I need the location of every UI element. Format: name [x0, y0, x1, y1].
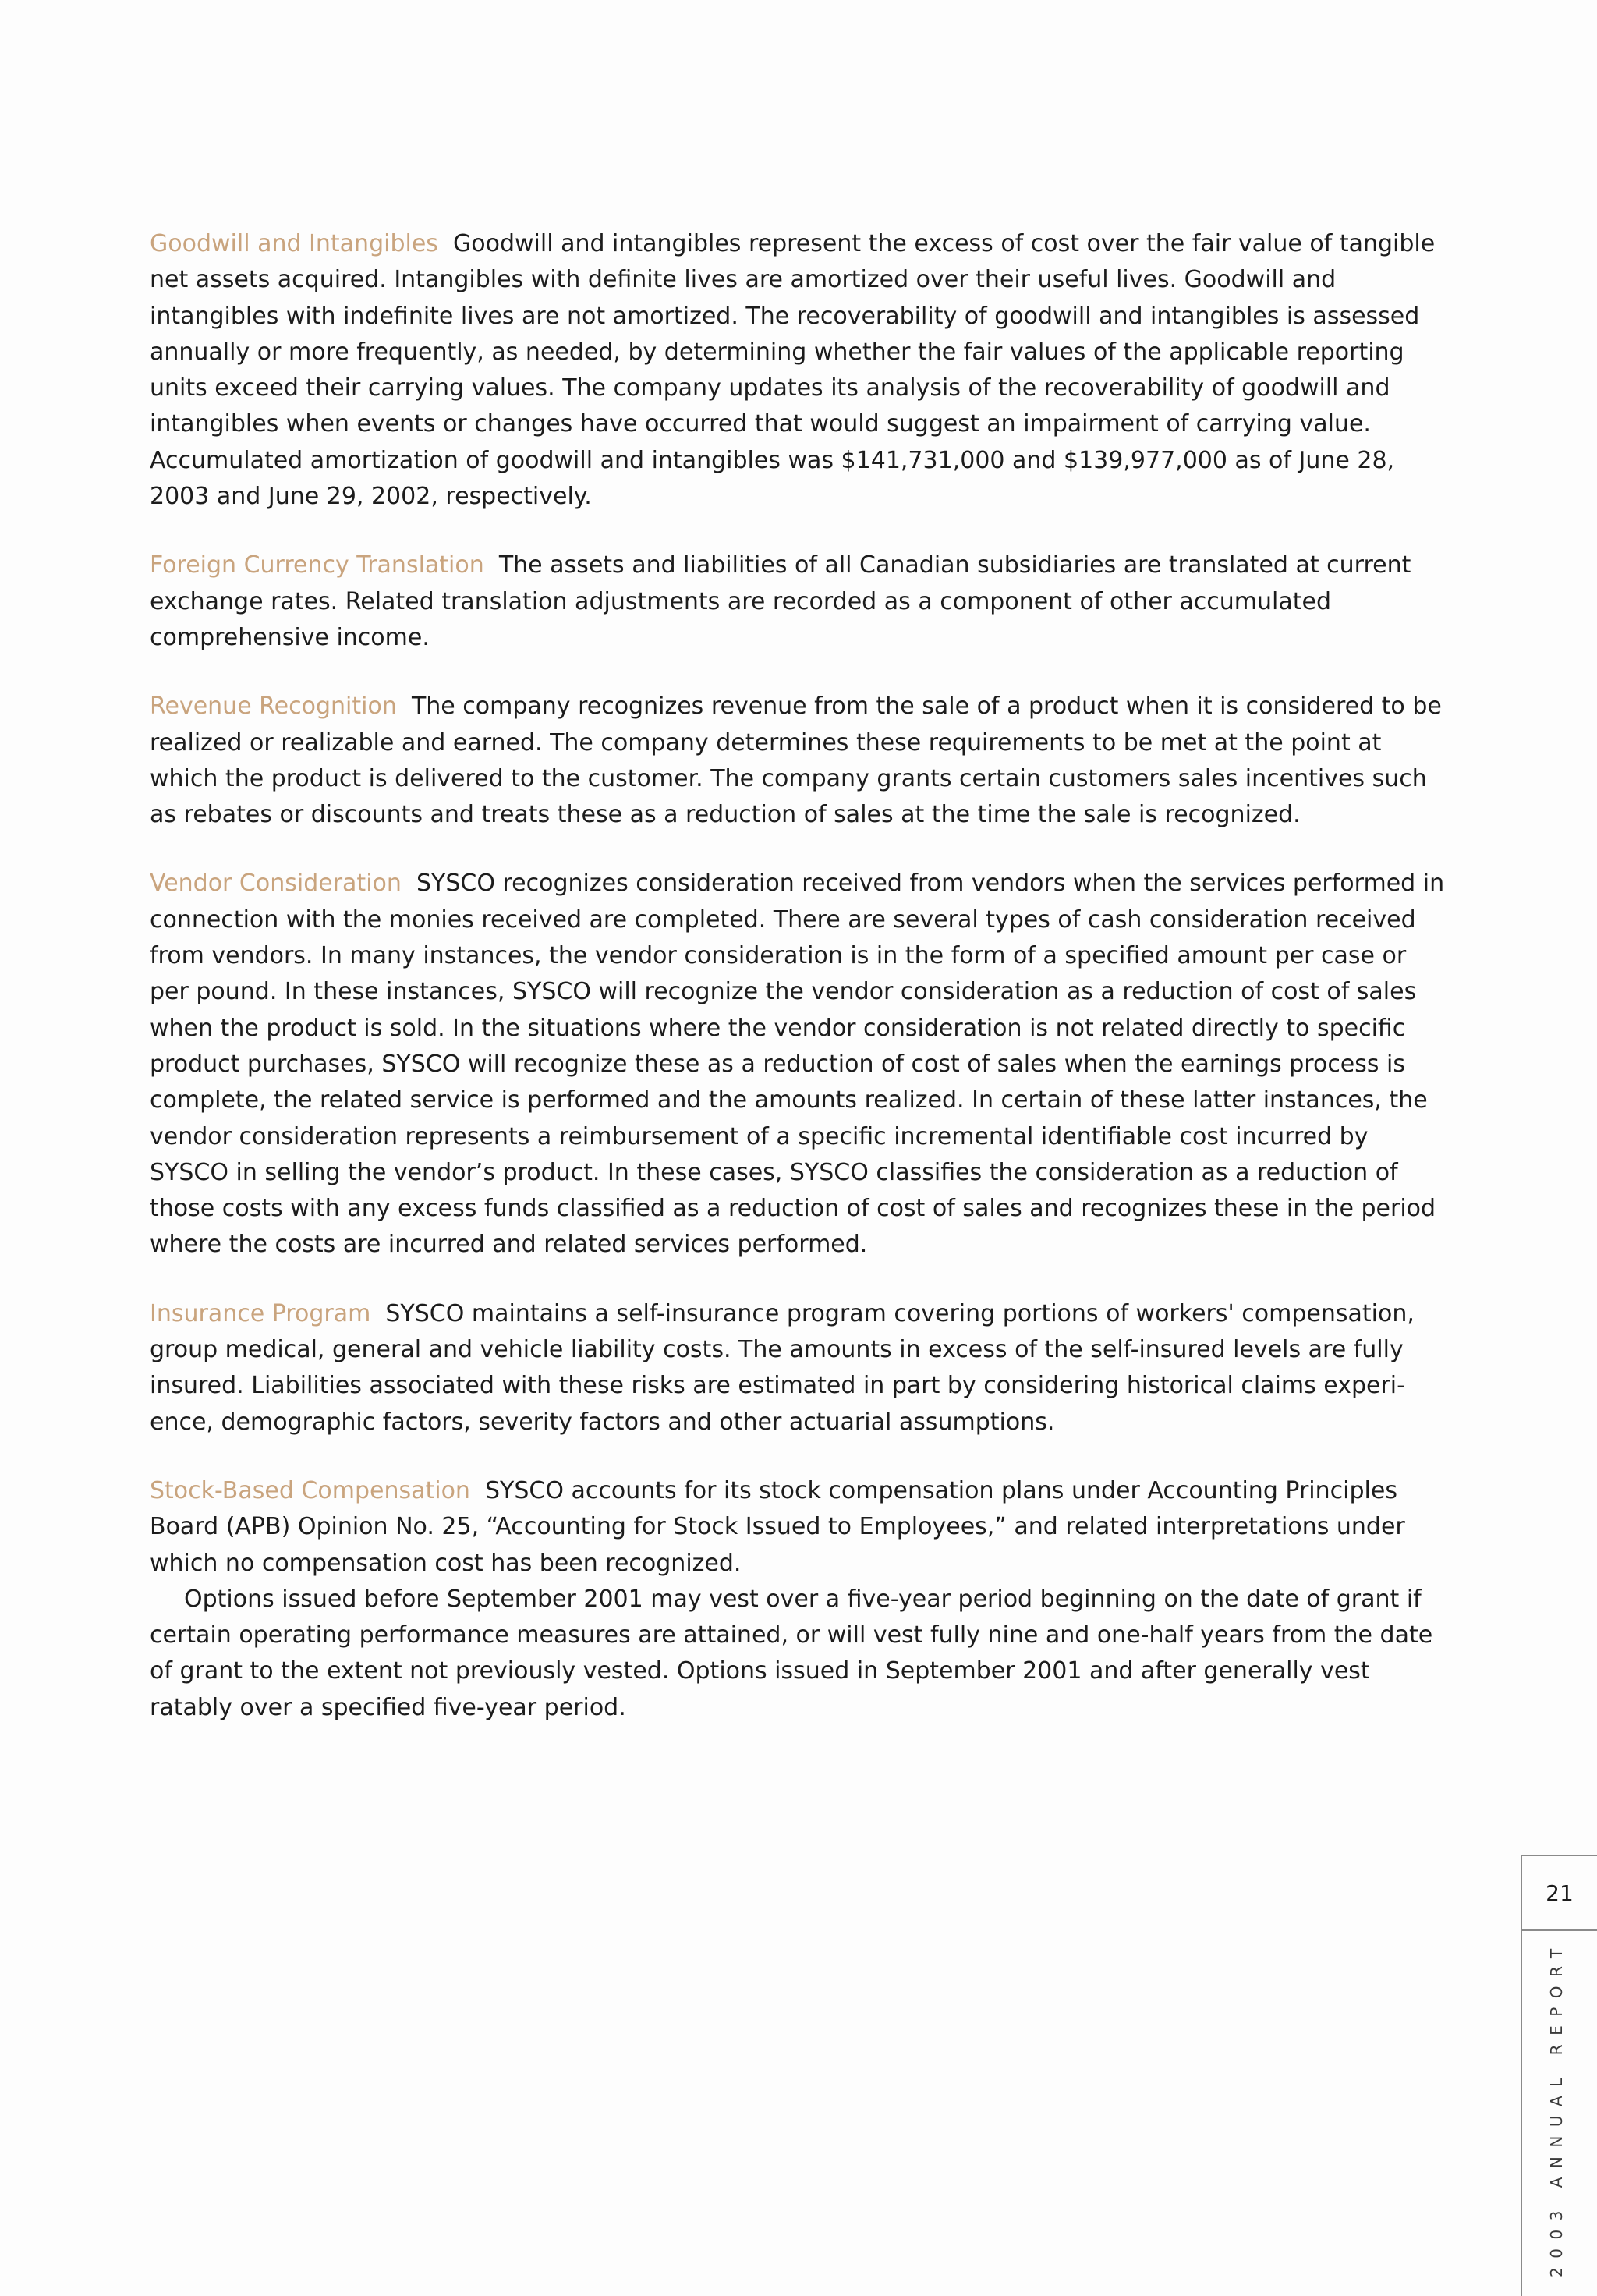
section-heading: Vendor Consideration	[150, 870, 402, 898]
section-paragraph	[150, 1296, 1448, 1440]
section-paragraph-continued: Options issued before September 2001 may vest over a five-year period beginning on the date of grant if certain operating performance measures are attained, or will vest fully nine and one-half years from the date of grant to the extent not previously vested. Options issued in September 2001 and after generally vest ratably over a specified five-year period.	[150, 1585, 1433, 1721]
section-paragraph	[150, 866, 1448, 1263]
section-heading: Goodwill and Intangibles	[150, 230, 438, 257]
section-insurance-program	[150, 1296, 1448, 1440]
section-paragraph	[150, 547, 1448, 656]
section-foreign-currency-translation	[150, 547, 1448, 656]
page-number: 21	[1522, 1856, 1597, 1931]
section-body: SYSCO recognizes consideration received from vendors when the services performed in connection with the monies received are completed. There are several types of cash consideration received from vendors. In many instances, the vendor consideration is in the form of a specified amount per case or per pound. In these instances, SYSCO will recognize the vendor consideration as a reduction of cost of sales when the product is sold. In the situations where the vendor consideration is not related directly to specific product purchases, SYSCO will recognize these as a reduction of cost of sales when the earnings process is complete, the related service is performed and the amounts realized. In certain of these latter instances, the vendor consideration represents a reimbursement of a specific incremental identifiable cost incurred by SYSCO in selling the vendor’s product. In these cases, SYSCO classifies the consideration as a reduction of those costs with any excess funds classified as a reduction of cost of sales and recognizes these in the period where the costs are incurred and related services performed.	[150, 870, 1445, 1259]
section-revenue-recognition	[150, 689, 1448, 833]
document-body	[150, 226, 1448, 1759]
section-body: Goodwill and intangibles represent the excess of cost over the fair value of tangible net assets acquired. Intangibles with definite lives are amortized over their useful lives. Goodwill and intangibles with indefinite lives are not amortized. The recoverability of goodwill and intangibles is assessed annually or more frequently, as needed, by determining whether the fair values of the applicable reporting units exceed their carrying values. The company updates its analysis of the recoverability of goodwill and intangibles when events or changes have occurred that would suggest an impairment of carrying value. Accumulated amortization of goodwill and intangibles was $141,731,000 and $139,977,000 as of June 28, 2003 and June 29, 2002, respectively.	[150, 230, 1436, 511]
section-heading: Stock-Based Compensation	[150, 1476, 470, 1504]
section-body: SYSCO accounts for its stock compensation plans under Accounting Principles Board (APB) Opinion No. 25, “Accounting for Stock Issued to Employees,” and related interpretations under which no compensation cost has been recognized.	[150, 1476, 1405, 1577]
section-heading: Revenue Recognition	[150, 693, 397, 721]
section-vendor-consideration	[150, 866, 1448, 1263]
section-body: SYSCO maintains a self-insurance program covering portions of workers' compensation, group medical, general and vehicle liability costs. The amounts in excess of the self-insured levels are fully insured. Liabilities associated with these risks are estimated in part by considering historical claims experience, demographic factors, severity factors and other actuarial assumptions.	[150, 1299, 1415, 1436]
section-body: The assets and liabilities of all Canadian subsidiaries are translated at current exchange rates. Related translation adjustments are recorded as a component of other accumulated comprehensive income.	[150, 551, 1411, 651]
section-stock-based-compensation	[150, 1473, 1448, 1726]
section-paragraph	[150, 226, 1448, 515]
section-body: The company recognizes revenue from the sale of a product when it is considered to be realized or realizable and earned. The company determines these requirements to be met at the point at which the product is delivered to the customer. The company grants certain customers sales incentives such as rebates or discounts and treats these as a reduction of sales at the time the sale is recognized.	[150, 693, 1442, 829]
section-heading: Insurance Program	[150, 1299, 371, 1327]
annual-report-label: 2003 ANNUAL REPORT	[1547, 1940, 1566, 2277]
section-heading: Foreign Currency Translation	[150, 551, 484, 579]
section-paragraph	[150, 1473, 1448, 1582]
section-goodwill-and-intangibles	[150, 226, 1448, 515]
section-paragraph	[150, 689, 1448, 833]
page-footer-tab	[1521, 1855, 1597, 2296]
